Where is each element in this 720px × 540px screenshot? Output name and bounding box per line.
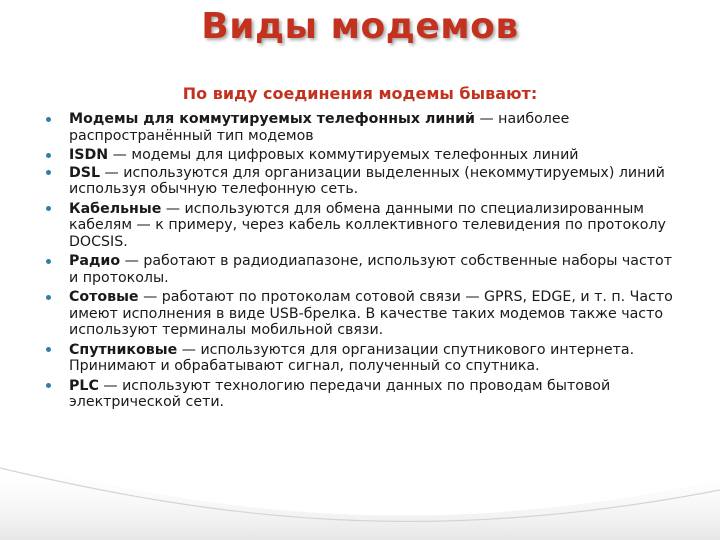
list-item	[44, 147, 674, 164]
item-text: — используют технологию передачи данных по проводам бытовой электрической сети.	[69, 377, 611, 410]
list-item	[44, 201, 674, 251]
item-term: Радио	[69, 253, 121, 269]
bullet-dot-icon	[46, 117, 51, 122]
list-item	[44, 253, 674, 286]
decorative-swoosh	[0, 420, 720, 540]
bullet-list	[44, 111, 674, 414]
item-text: — работают в радиодиапазоне, используют собственные наборы частот и протоколы.	[69, 253, 673, 286]
item-term: ISDN	[69, 147, 109, 163]
item-text: — используются для организации выделенных (некоммутируемых) линий используя обычную телефонную сеть.	[69, 164, 665, 197]
bullet-dot-icon	[46, 206, 51, 211]
item-term: DSL	[69, 164, 101, 181]
item-term: Сотовые	[69, 289, 139, 305]
list-item	[44, 378, 674, 411]
slide-title: Виды модемов	[201, 6, 519, 47]
bullet-dot-icon	[46, 383, 51, 388]
item-term: Модемы для коммутируемых телефонных линий	[69, 111, 475, 127]
item-text: — наиболее распространённый тип модемов	[69, 111, 570, 144]
item-text: — модемы для цифровых коммутируемых телефонных линий	[108, 147, 579, 163]
item-term: PLC	[69, 377, 99, 394]
list-item	[44, 111, 674, 144]
bullet-dot-icon	[46, 259, 51, 264]
bullet-dot-icon	[46, 347, 51, 352]
bullet-dot-icon	[46, 153, 51, 158]
item-term: Кабельные	[69, 200, 162, 217]
item-text: — работают по протоколам сотовой связи — GPRS, EDGE, и т. п. Часто имеют исполнения в виде USB-брелка. В качестве таких модемов также часто используют терминалы мобильной связи.	[69, 289, 673, 338]
list-item	[44, 289, 674, 339]
bullet-dot-icon	[46, 295, 51, 300]
item-term: Спутниковые	[69, 341, 178, 358]
slide-subtitle: По виду соединения модемы бывают:	[182, 84, 538, 103]
bullet-dot-icon	[46, 170, 51, 175]
list-item	[44, 165, 674, 198]
item-text: — используются для обмена данными по специализированным кабелям — к примеру, через кабель коллективного телевидения по протоколу DOCSIS.	[69, 200, 666, 250]
list-item	[44, 342, 674, 375]
item-text: — используются для организации спутникового интернета. Принимают и обрабатывают сигнал, полученный со спутника.	[69, 341, 635, 374]
